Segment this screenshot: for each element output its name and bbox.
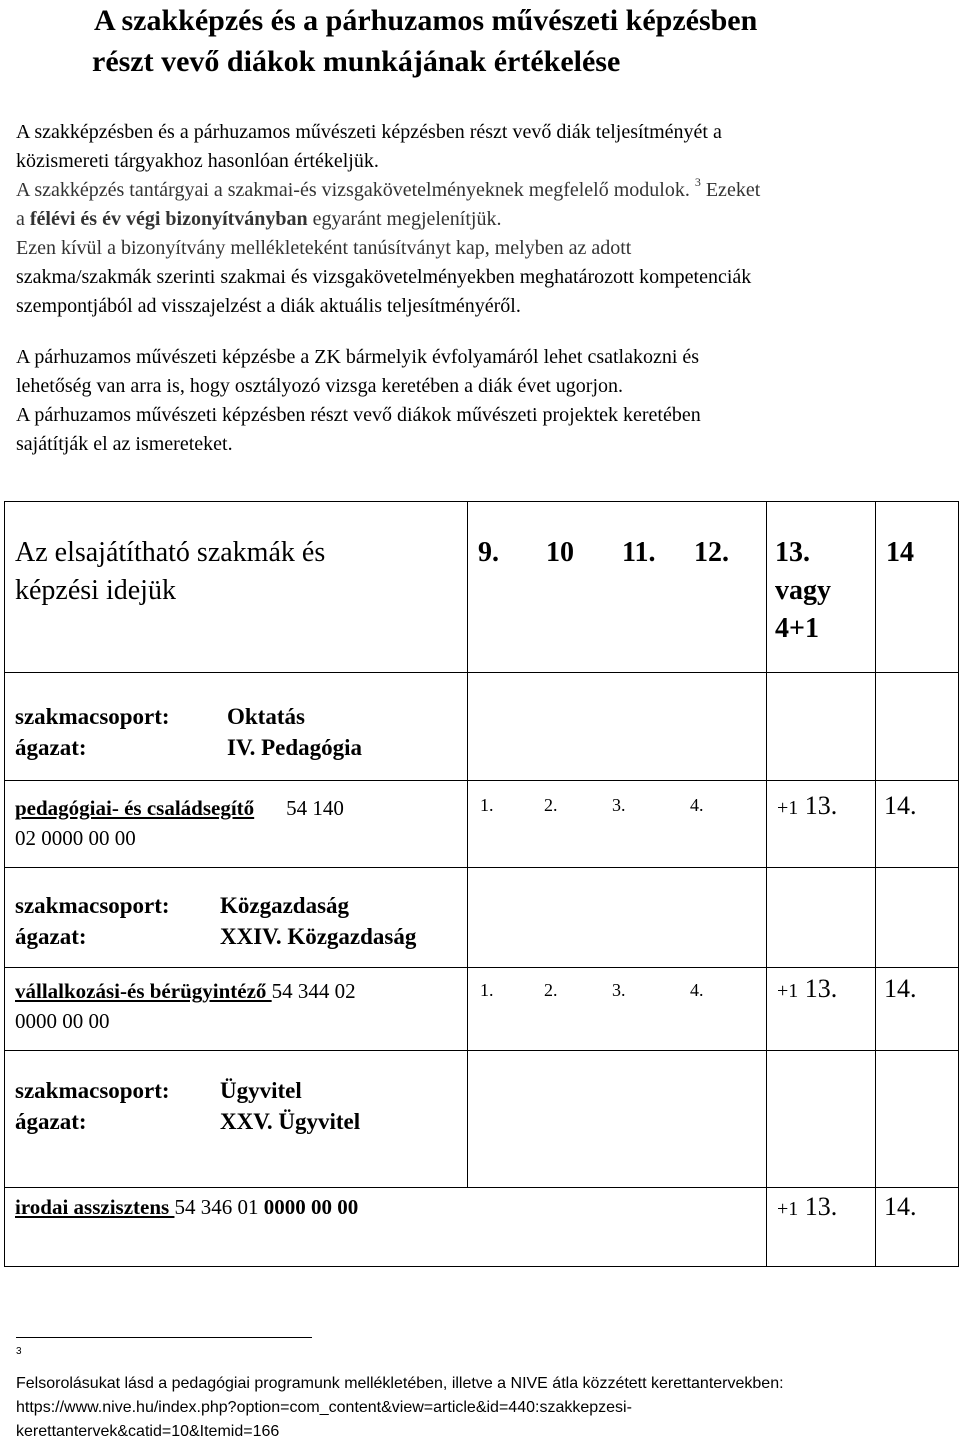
sector-value: XXV. Ügyvitel xyxy=(220,1109,361,1134)
group-value: Oktatás xyxy=(227,704,305,729)
text-line xyxy=(16,205,946,234)
text-line: A párhuzamos művészeti képzésbe a ZK bármelyik évfolyamáról lehet csatlakozni és xyxy=(16,346,700,368)
empty-cell xyxy=(468,1051,767,1188)
footnote-text: Felsorolásukat lásd a pedagógiai programunk mellékletében, illetve a NIVE átla közzétett kerettantervekben: xyxy=(16,1375,784,1392)
group-key: szakmacsoport: xyxy=(15,704,170,729)
text-segment: Ezeket xyxy=(700,179,761,201)
sector-key: ágazat: xyxy=(15,1109,87,1134)
footnote xyxy=(16,1345,946,1444)
sector-value: XXIV. Közgazdaság xyxy=(220,924,417,949)
empty-cell xyxy=(876,868,959,968)
text-line xyxy=(16,176,946,205)
program-info xyxy=(5,1188,766,1236)
group-key: szakmacsoport: xyxy=(15,893,170,918)
text-line: szakma/szakmák szerinti szakmai és vizsgakövetelményekben meghatározott kompetenciák xyxy=(16,266,752,288)
header-year14-cell xyxy=(876,502,959,673)
program-code-cont: 0000 00 00 xyxy=(15,1009,110,1033)
text-line: szempontjából ad visszajelzést a diák aktuális teljesítményéről. xyxy=(16,295,521,317)
program-cell xyxy=(5,781,468,868)
group-line xyxy=(15,1106,467,1137)
plus-one: +1 xyxy=(777,1198,799,1220)
program-info xyxy=(5,781,467,867)
group-line xyxy=(15,890,467,921)
empty-cell xyxy=(468,868,767,968)
footnote-ref[interactable]: 3 xyxy=(694,175,701,190)
year-11: 11. xyxy=(622,537,656,568)
text-line: A párhuzamos művészeti képzésben részt vevő diákok művészeti projektek keretében xyxy=(16,404,701,426)
table-row xyxy=(5,968,959,1051)
bold-text: félévi és év végi bizonyítványban xyxy=(29,208,308,230)
sector-value: IV. Pedagógia xyxy=(227,735,363,760)
year-13: 13. xyxy=(775,537,810,568)
text-line: A szakképzésben és a párhuzamos művészeti képzésben részt vevő diák teljesítményét a xyxy=(16,121,722,143)
year14-cell xyxy=(876,968,959,1051)
table-row xyxy=(5,781,959,868)
program-code: 54 344 02 xyxy=(271,979,356,1003)
footnote-link-cont[interactable]: kerettantervek&catid=10&Itemid=166 xyxy=(16,1423,280,1440)
footnote-link[interactable]: https://www.nive.hu/index.php?option=com_content&view=article&id=440:szakkepzesi- xyxy=(16,1399,632,1416)
empty-cell xyxy=(767,673,876,781)
year13-cell xyxy=(767,781,876,868)
text-line: lehetőség van arra is, hogy osztályozó vizsga keretében a diák évet ugorjon. xyxy=(16,375,624,397)
text-line: Ezen kívül a bizonyítvány mellékleteként tanúsítványt kap, melyben az adott xyxy=(16,237,632,259)
group-key: szakmacsoport: xyxy=(15,1078,170,1103)
empty-cell xyxy=(767,868,876,968)
group-line xyxy=(15,701,467,732)
year-13: 13. xyxy=(804,1192,838,1221)
empty-cell xyxy=(767,1051,876,1188)
program-name: pedagógiai- és családsegítő xyxy=(15,796,255,820)
program-code: 54 346 01 xyxy=(174,1195,264,1219)
group-info xyxy=(5,673,467,763)
group-info xyxy=(5,1051,467,1137)
year-num: 2. xyxy=(544,980,558,1000)
year-12: 12. xyxy=(694,537,729,568)
program-line xyxy=(15,976,467,1006)
header-label-cell xyxy=(5,502,468,673)
header-label-line: képzési idejük xyxy=(15,575,176,606)
empty-cell xyxy=(876,1051,959,1188)
year-10: 10 xyxy=(546,537,574,568)
year-num: 1. xyxy=(480,980,494,1000)
paragraph-grading xyxy=(16,118,946,321)
program-cell xyxy=(5,1188,767,1267)
footnote-number: 3 xyxy=(16,1345,22,1357)
program-code: 54 140 xyxy=(286,796,344,820)
year-14: 14 xyxy=(886,537,914,568)
table-row xyxy=(5,1188,959,1267)
year-num: 4. xyxy=(690,980,704,1000)
text-segment: A szakképzés tantárgyai a szakmai-és vizsgakövetelményeknek megfelelő modulok. xyxy=(16,179,690,201)
year-14: 14. xyxy=(884,791,917,820)
header-years-cell xyxy=(468,502,767,673)
table-row xyxy=(5,868,959,968)
group-value: Közgazdaság xyxy=(220,893,350,918)
year-14: 14. xyxy=(884,974,917,1003)
sector-key: ágazat: xyxy=(15,735,87,760)
plus-one: +1 xyxy=(777,797,799,819)
year-num: 3. xyxy=(612,980,626,1000)
group-cell xyxy=(5,1051,468,1188)
year-num: 2. xyxy=(544,795,558,815)
header-year13-cell xyxy=(767,502,876,673)
title-line-1: A szakképzés és a párhuzamos művészeti képzésben xyxy=(94,4,758,37)
year-13: 13. xyxy=(804,974,838,1003)
header-label-line: Az elsajátítható szakmák és xyxy=(15,537,326,568)
table-header-row xyxy=(5,502,959,673)
year14-cell xyxy=(876,1188,959,1267)
year-13: 13. xyxy=(804,791,838,820)
program-years xyxy=(468,968,766,1001)
table-row xyxy=(5,1051,959,1188)
paragraph-art-training xyxy=(16,343,946,459)
group-cell xyxy=(5,868,468,968)
year13-cell xyxy=(767,1188,876,1267)
program-code-bold: 0000 00 00 xyxy=(263,1195,359,1219)
text-segment: a xyxy=(16,208,30,230)
year-num: 4. xyxy=(690,795,704,815)
year-13-alt: 4+1 xyxy=(775,613,819,644)
program-name: irodai asszisztens xyxy=(15,1195,175,1219)
group-value: Ügyvitel xyxy=(220,1078,302,1103)
year-14: 14. xyxy=(884,1192,917,1221)
empty-cell xyxy=(468,673,767,781)
group-line xyxy=(15,921,467,952)
program-years xyxy=(468,781,766,816)
program-line xyxy=(15,793,467,823)
group-cell xyxy=(5,673,468,781)
year-num: 1. xyxy=(480,795,494,815)
program-name: vállalkozási-és bérügyintéző xyxy=(15,979,272,1003)
footnote-separator xyxy=(16,1337,312,1338)
year13-value xyxy=(767,1188,875,1222)
footnote-line xyxy=(16,1345,946,1396)
text-line: közismereti tárgyakhoz hasonlóan értékeljük. xyxy=(16,150,379,172)
empty-cell xyxy=(876,673,959,781)
table-row xyxy=(5,673,959,781)
year-num: 3. xyxy=(612,795,626,815)
program-code-cont: 02 0000 00 00 xyxy=(15,826,136,850)
header-label xyxy=(5,502,467,610)
plus-one: +1 xyxy=(777,980,799,1002)
text-line: sajátítják el az ismereteket. xyxy=(16,433,233,455)
header-years xyxy=(468,502,766,572)
header-year-13 xyxy=(767,502,875,648)
text-segment: egyaránt megjelenítjük. xyxy=(307,208,502,230)
year13-value xyxy=(767,781,875,821)
year13-cell xyxy=(767,968,876,1051)
year-9: 9. xyxy=(478,537,499,568)
group-info xyxy=(5,868,467,952)
program-cell xyxy=(5,968,468,1051)
group-line xyxy=(15,732,467,763)
group-line xyxy=(15,1075,467,1106)
page-title xyxy=(92,0,952,82)
title-line-2: részt vevő diákok munkájának értékelése xyxy=(92,45,621,78)
year14-cell xyxy=(876,781,959,868)
year-13-or: vagy xyxy=(775,575,831,606)
years-cell xyxy=(468,781,767,868)
sector-key: ágazat: xyxy=(15,924,87,949)
year13-value xyxy=(767,968,875,1004)
program-info xyxy=(5,968,467,1050)
professions-table xyxy=(4,501,959,1267)
years-cell xyxy=(468,968,767,1051)
